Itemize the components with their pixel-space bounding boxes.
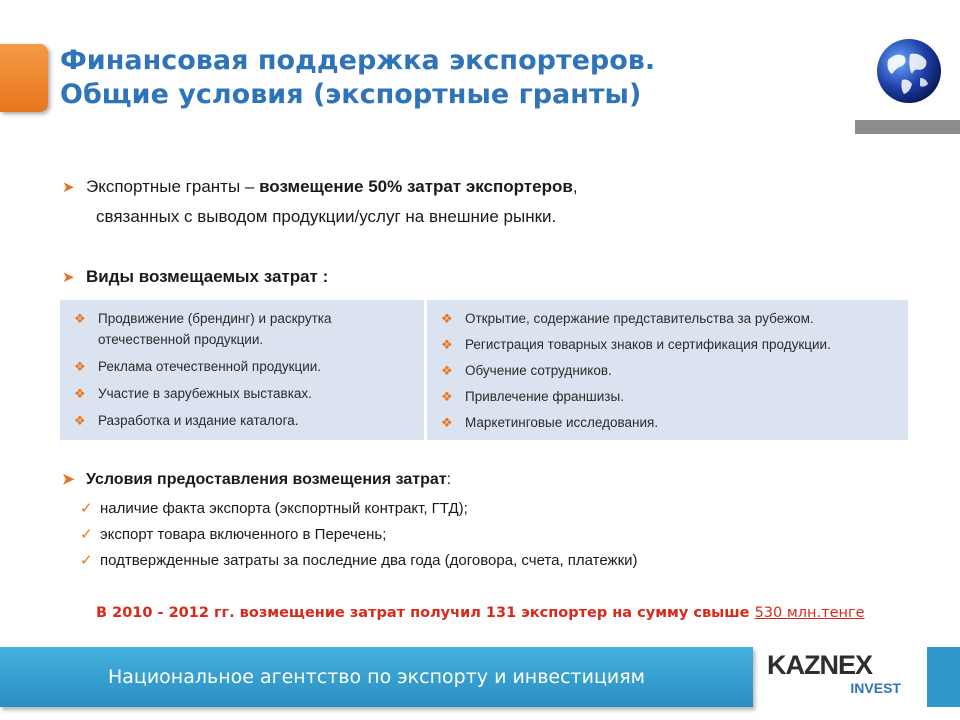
check-icon: ✓	[80, 552, 93, 569]
list-item: ❖ Реклама отечественной продукции.	[74, 356, 424, 377]
kaznex-logo	[767, 650, 919, 706]
list-item: ❖ Открытие, содержание представительства за рубежом.	[441, 308, 908, 329]
conditions-heading: ➤ Условия предоставления возмещения затрат:	[62, 471, 452, 488]
grants-text-bold: возмещение 50% затрат экспортеров	[259, 177, 573, 196]
grants-bullet	[62, 176, 578, 199]
grants-text-part1: Экспортные гранты –	[86, 177, 260, 196]
list-item: ❖ Маркетинговые исследования.	[441, 412, 908, 433]
summary-amount: 530 млн.тенге	[754, 605, 865, 621]
title-line-1: Финансовая поддержка экспортеров.	[60, 45, 656, 76]
arrow-bullet-icon: ➤	[62, 269, 75, 286]
diamond-bullet-icon: ❖	[441, 363, 453, 378]
gray-accent-bar	[855, 120, 960, 134]
list-item: ❖ Регистрация товарных знаков и сертификация продукции.	[441, 334, 908, 355]
logo-sub-text: INVEST	[850, 680, 901, 696]
grants-line-2: связанных с выводом продукции/услуг на внешние рынки.	[96, 207, 557, 226]
diamond-bullet-icon: ❖	[441, 311, 453, 326]
list-item: ❖ Обучение сотрудников.	[441, 360, 908, 381]
diamond-bullet-icon: ❖	[74, 413, 86, 428]
conditions-list	[80, 498, 638, 576]
diamond-bullet-icon: ❖	[74, 311, 86, 326]
cost-types-right-column	[427, 300, 908, 440]
list-item: ❖ Привлечение франшизы.	[441, 386, 908, 407]
costs-heading	[62, 266, 328, 289]
diamond-bullet-icon: ❖	[441, 337, 453, 352]
diamond-bullet-icon: ❖	[74, 359, 86, 374]
list-item: ❖ Разработка и издание каталога.	[74, 410, 424, 431]
footer-end-block	[927, 647, 960, 707]
check-icon: ✓	[80, 500, 93, 517]
costs-heading-text: Виды возмещаемых затрат :	[86, 267, 329, 286]
list-item: ✓ наличие факта экспорта (экспортный контракт, ГТД);	[80, 498, 638, 524]
diamond-bullet-icon: ❖	[74, 386, 86, 401]
list-item: ✓ подтвержденные затраты за последние два года (договора, счета, платежки)	[80, 550, 638, 576]
summary-statement: В 2010 - 2012 гг. возмещение затрат получил 131 экспортер на сумму свыше 530 млн.тенге	[96, 605, 865, 621]
diamond-bullet-icon: ❖	[441, 415, 453, 430]
footer-text: Национальное агентство по экспорту и инвестициям	[107, 666, 646, 688]
diamond-bullet-icon: ❖	[441, 389, 453, 404]
logo-main-text: KAZNEX	[767, 650, 873, 680]
arrow-bullet-icon: ➤	[62, 471, 75, 488]
list-item: ❖ Продвижение (брендинг) и раскрутка отечественной продукции.	[74, 308, 424, 350]
cost-types-left-column	[60, 300, 427, 440]
check-icon: ✓	[80, 526, 93, 543]
grants-text-part3: ,	[572, 177, 578, 196]
title-line-2: Общие условия (экспортные гранты)	[60, 79, 642, 110]
globe-icon	[874, 36, 944, 106]
slide-title	[60, 44, 655, 112]
orange-accent-tab	[0, 44, 48, 112]
list-item: ❖ Участие в зарубежных выставках.	[74, 383, 424, 404]
arrow-bullet-icon: ➤	[62, 179, 75, 196]
list-item: ✓ экспорт товара включенного в Перечень;	[80, 524, 638, 550]
cost-types-panel	[60, 300, 908, 440]
